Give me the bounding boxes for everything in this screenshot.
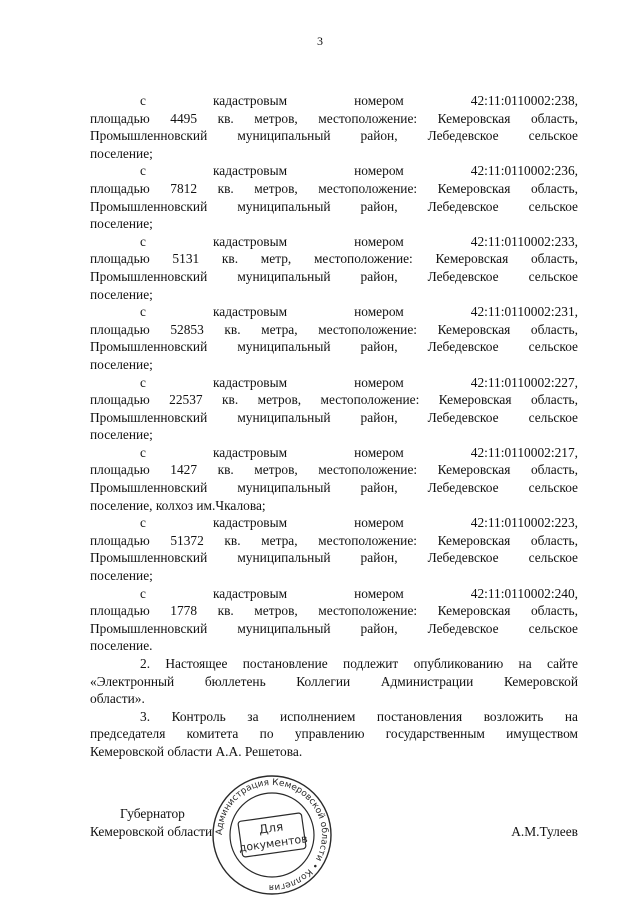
parcel-item bbox=[90, 233, 578, 303]
parcel-item-line: поселение; bbox=[90, 286, 153, 302]
signature-title-line1: Губернатор bbox=[120, 806, 185, 821]
parcel-item-line: с кадастровым номером 42:11:0110002:227, bbox=[140, 374, 578, 390]
parcel-item-line: площадью 22537 кв. метров, местоположение: Кемеровская область, bbox=[90, 392, 578, 408]
parcel-item-line: площадью 7812 кв. метров, местоположение: Кемеровская область, bbox=[90, 180, 578, 196]
parcel-item-line: Промышленновский муниципальный район, Лебедевское сельское bbox=[90, 620, 578, 636]
parcel-item-line: площадью 52853 кв. метра, местоположение: Кемеровская область, bbox=[90, 321, 578, 337]
document-body bbox=[90, 92, 578, 761]
parcel-item-line: поселение; bbox=[90, 427, 153, 443]
parcel-item bbox=[90, 585, 578, 655]
stamp-outer-text: Администрация Кемеровской области • Коллегия bbox=[214, 777, 330, 893]
parcel-item-line: поселение, колхоз им.Чкалова; bbox=[90, 497, 266, 513]
parcel-item bbox=[90, 303, 578, 373]
official-stamp bbox=[210, 773, 334, 897]
numbered-paragraph-line: 3. Контроль за исполнением постановления возложить на bbox=[140, 708, 578, 724]
parcel-item-line: Промышленновский муниципальный район, Лебедевское сельское bbox=[90, 550, 578, 566]
parcel-item-line: с кадастровым номером 42:11:0110002:240, bbox=[140, 585, 578, 601]
parcel-item-line: площадью 4495 кв. метров, местоположение: Кемеровская область, bbox=[90, 110, 578, 126]
parcel-item-line: Промышленновский муниципальный район, Лебедевское сельское bbox=[90, 409, 578, 425]
parcel-item bbox=[90, 92, 578, 162]
numbered-paragraph bbox=[90, 708, 578, 761]
parcel-item-line: с кадастровым номером 42:11:0110002:231, bbox=[140, 304, 578, 320]
parcel-item-line: с кадастровым номером 42:11:0110002:236, bbox=[140, 163, 578, 179]
parcel-item bbox=[90, 444, 578, 514]
parcel-item-line: площадью 5131 кв. метр, местоположение: Кемеровская область, bbox=[90, 251, 578, 267]
parcel-item-line: поселение; bbox=[90, 216, 153, 232]
parcel-item-line: Промышленновский муниципальный район, Лебедевское сельское bbox=[90, 268, 578, 284]
numbered-paragraph-line: 2. Настоящее постановление подлежит опубликованию на сайте bbox=[140, 656, 578, 671]
parcel-item bbox=[90, 374, 578, 444]
parcel-item-line: поселение; bbox=[90, 568, 153, 584]
numbered-paragraph-line: области». bbox=[90, 691, 145, 707]
parcel-item-line: с кадастровым номером 42:11:0110002:238, bbox=[140, 93, 578, 108]
numbered-paragraph bbox=[90, 655, 578, 708]
page-number: 3 bbox=[317, 34, 323, 48]
parcel-item-line: Промышленновский муниципальный район, Лебедевское сельское bbox=[90, 198, 578, 214]
parcel-item bbox=[90, 514, 578, 584]
parcel-item-line: площадью 51372 кв. метра, местоположение: Кемеровская область, bbox=[90, 532, 578, 548]
signature-title-line2: Кемеровской области bbox=[90, 824, 213, 839]
parcel-item-line: с кадастровым номером 42:11:0110002:217, bbox=[140, 444, 578, 460]
parcel-item-line: Промышленновский муниципальный район, Лебедевское сельское bbox=[90, 339, 578, 355]
parcel-item-line: с кадастровым номером 42:11:0110002:233, bbox=[140, 233, 578, 249]
parcel-item-line: Промышленновский муниципальный район, Лебедевское сельское bbox=[90, 128, 578, 144]
parcel-item-line: площадью 1427 кв. метров, местоположение: Кемеровская область, bbox=[90, 462, 578, 478]
parcel-item bbox=[90, 162, 578, 232]
parcel-item-line: поселение; bbox=[90, 356, 153, 372]
parcel-item-line: площадью 1778 кв. метров, местоположение: Кемеровская область, bbox=[90, 603, 578, 619]
numbered-paragraph-line: Кемеровской области А.А. Решетова. bbox=[90, 743, 303, 759]
stamp-center-line1: Для bbox=[258, 819, 285, 837]
stamp-seal bbox=[210, 773, 334, 897]
numbered-paragraph-line: «Электронный бюллетень Коллегии Администрации Кемеровской bbox=[90, 673, 578, 689]
parcel-item-line: поселение. bbox=[90, 638, 153, 654]
parcel-item-line: с кадастровым номером 42:11:0110002:223, bbox=[140, 515, 578, 531]
signatory-name: А.М.Тулеев bbox=[511, 824, 578, 839]
parcel-item-line: Промышленновский муниципальный район, Лебедевское сельское bbox=[90, 480, 578, 496]
stamp-center-line2: документов bbox=[237, 832, 309, 855]
parcel-item-line: поселение; bbox=[90, 145, 153, 161]
numbered-paragraph-line: председателя комитета по управлению государственным имуществом bbox=[90, 726, 578, 742]
